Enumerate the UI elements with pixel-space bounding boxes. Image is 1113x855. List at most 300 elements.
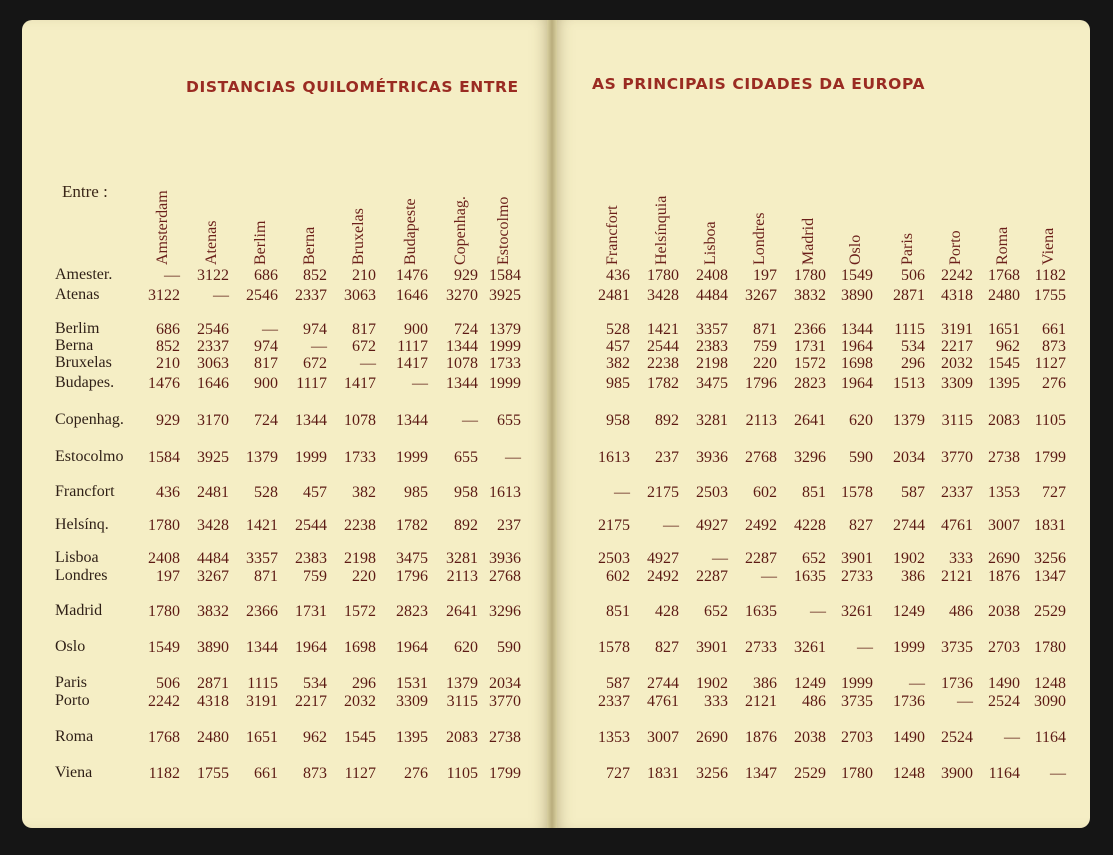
distance-cell: 2768	[489, 568, 521, 585]
distance-cell: 620	[849, 412, 873, 429]
distance-cell: 817	[254, 355, 278, 372]
distance-cell: 333	[949, 550, 973, 567]
distance-cell: 1831	[647, 765, 679, 782]
distance-cell: 2738	[988, 449, 1020, 466]
distance-cell: 3770	[941, 449, 973, 466]
distance-cell: 2032	[344, 693, 376, 710]
distance-cell: 2503	[696, 484, 728, 501]
distance-cell: 2287	[696, 568, 728, 585]
distance-cell: 1635	[794, 568, 826, 585]
distance-cell: 1115	[894, 321, 925, 338]
distance-cell: 1572	[794, 355, 826, 372]
distance-cell: 1572	[344, 603, 376, 620]
distance-cell: 2217	[295, 693, 327, 710]
distance-cell: 2083	[446, 729, 478, 746]
distance-cell: 602	[606, 568, 630, 585]
column-header: Roma	[994, 226, 1011, 265]
distance-cell: 3270	[446, 287, 478, 304]
distance-cell: 3296	[794, 449, 826, 466]
distance-cell: 2546	[197, 321, 229, 338]
distance-cell: 1651	[988, 321, 1020, 338]
distance-cell: 3063	[197, 355, 229, 372]
distance-cell: 4927	[647, 550, 679, 567]
distance-cell: 1344	[295, 412, 327, 429]
distance-cell: 3191	[246, 693, 278, 710]
distance-cell: 3007	[647, 729, 679, 746]
distance-cell: 237	[497, 517, 521, 534]
distance-cell: —	[909, 675, 925, 692]
distance-cell: 2871	[893, 287, 925, 304]
distance-cell: 851	[802, 484, 826, 501]
column-header: Budapeste	[402, 198, 419, 265]
distance-cell: 1379	[893, 412, 925, 429]
distance-cell: 1964	[841, 375, 873, 392]
distance-cell: 3281	[696, 412, 728, 429]
distance-cell: 1698	[841, 355, 873, 372]
row-label: Francfort	[55, 483, 115, 500]
distance-cell: 506	[156, 675, 180, 692]
distance-cell: 2641	[794, 412, 826, 429]
distance-cell: 3357	[246, 550, 278, 567]
distance-cell: 220	[753, 355, 777, 372]
distance-cell: 1782	[647, 375, 679, 392]
distance-cell: 1876	[745, 729, 777, 746]
distance-cell: 892	[655, 412, 679, 429]
distance-cell: 1780	[1034, 639, 1066, 656]
distance-cell: 1999	[295, 449, 327, 466]
distance-cell: 1999	[489, 375, 521, 392]
distance-cell: 827	[655, 639, 679, 656]
distance-cell: —	[311, 338, 327, 355]
distance-cell: 655	[454, 449, 478, 466]
distance-cell: 528	[606, 321, 630, 338]
distance-cell: 3936	[489, 550, 521, 567]
distance-cell: 1964	[295, 639, 327, 656]
distance-cell: —	[213, 287, 229, 304]
distance-cell: 2738	[489, 729, 521, 746]
distance-cell: 1344	[446, 375, 478, 392]
distance-cell: 3115	[446, 693, 478, 710]
distance-cell: 296	[352, 675, 376, 692]
distance-cell: 386	[901, 568, 925, 585]
distance-cell: 2529	[1034, 603, 1066, 620]
distance-cell: 587	[901, 484, 925, 501]
distance-cell: —	[164, 267, 180, 284]
distance-cell: 900	[254, 375, 278, 392]
distance-cell: 1344	[246, 639, 278, 656]
distance-cell: 672	[303, 355, 327, 372]
distance-cell: 1768	[988, 267, 1020, 284]
column-header: Londres	[751, 212, 768, 265]
distance-cell: 1549	[148, 639, 180, 656]
distance-cell: 1796	[396, 568, 428, 585]
distance-cell: 534	[901, 338, 925, 355]
distance-cell: —	[810, 603, 826, 620]
distance-cell: 2481	[197, 484, 229, 501]
distance-cell: 3735	[841, 693, 873, 710]
distance-cell: 457	[303, 484, 327, 501]
distance-cell: 276	[1042, 375, 1066, 392]
distance-cell: 590	[849, 449, 873, 466]
distance-cell: 3900	[941, 765, 973, 782]
distance-cell: 1831	[1034, 517, 1066, 534]
distance-cell: 3296	[489, 603, 521, 620]
distance-cell: 428	[655, 603, 679, 620]
column-header: Amsterdam	[154, 190, 171, 265]
row-label: Berlim	[55, 320, 100, 337]
distance-cell: 1531	[396, 675, 428, 692]
distance-cell: 486	[802, 693, 826, 710]
distance-cell: 2546	[246, 287, 278, 304]
distance-cell: 1780	[148, 603, 180, 620]
distance-cell: 1768	[148, 729, 180, 746]
distance-cell: 1379	[489, 321, 521, 338]
distance-cell: 1344	[396, 412, 428, 429]
distance-cell: 3261	[841, 603, 873, 620]
distance-cell: 1353	[988, 484, 1020, 501]
distance-cell: 1421	[246, 517, 278, 534]
distance-cell: 817	[352, 321, 376, 338]
distance-cell: 2337	[941, 484, 973, 501]
distance-cell: 2175	[647, 484, 679, 501]
distance-cell: 1117	[397, 338, 428, 355]
distance-cell: 3063	[344, 287, 376, 304]
distance-cell: 1964	[396, 639, 428, 656]
distance-cell: 1736	[893, 693, 925, 710]
column-header: Francfort	[604, 205, 621, 265]
distance-cell: —	[712, 550, 728, 567]
column-header: Viena	[1040, 227, 1057, 265]
distance-cell: 210	[156, 355, 180, 372]
distance-cell: 1127	[1034, 355, 1066, 372]
distance-cell: 2287	[745, 550, 777, 567]
distance-cell: 2175	[598, 517, 630, 534]
distance-cell: 892	[454, 517, 478, 534]
column-header: Lisboa	[702, 221, 719, 265]
distance-cell: 3122	[197, 267, 229, 284]
distance-cell: 2744	[893, 517, 925, 534]
distance-cell: 2038	[794, 729, 826, 746]
row-label: Amester.	[55, 266, 113, 283]
distance-cell: 2113	[446, 568, 478, 585]
distance-cell: 672	[352, 338, 376, 355]
distance-cell: 1182	[148, 765, 180, 782]
distance-cell: —	[1004, 729, 1020, 746]
distance-cell: 1613	[489, 484, 521, 501]
distance-cell: 3890	[841, 287, 873, 304]
distance-cell: 2544	[295, 517, 327, 534]
distance-cell: 655	[497, 412, 521, 429]
distance-cell: 3191	[941, 321, 973, 338]
row-label: Atenas	[55, 286, 100, 303]
distance-cell: 900	[404, 321, 428, 338]
distance-cell: —	[663, 517, 679, 534]
distance-cell: 1347	[745, 765, 777, 782]
distance-cell: 985	[606, 375, 630, 392]
distance-cell: 2480	[988, 287, 1020, 304]
distance-cell: 1476	[396, 267, 428, 284]
distance-cell: 3428	[647, 287, 679, 304]
distance-cell: 1755	[197, 765, 229, 782]
distance-cell: 2641	[446, 603, 478, 620]
distance-cell: 3925	[197, 449, 229, 466]
distance-cell: 2480	[197, 729, 229, 746]
distance-cell: 1545	[988, 355, 1020, 372]
column-header: Porto	[947, 230, 964, 265]
distance-cell: 3901	[841, 550, 873, 567]
distance-cell: 962	[996, 338, 1020, 355]
row-label: Estocolmo	[55, 448, 124, 465]
distance-cell: 1780	[647, 267, 679, 284]
distance-cell: 3090	[1034, 693, 1066, 710]
distance-cell: 2337	[197, 338, 229, 355]
distance-cell: —	[412, 375, 428, 392]
distance-cell: 1490	[893, 729, 925, 746]
distance-cell: 3890	[197, 639, 229, 656]
distance-cell: 1353	[598, 729, 630, 746]
distance-cell: 958	[606, 412, 630, 429]
distance-cell: 3901	[696, 639, 728, 656]
distance-cell: 2242	[148, 693, 180, 710]
distance-cell: 1248	[893, 765, 925, 782]
distance-cell: —	[957, 693, 973, 710]
distance-cell: 2408	[148, 550, 180, 567]
distance-cell: 1105	[446, 765, 478, 782]
corner-label: Entre :	[62, 182, 108, 201]
distance-cell: 4228	[794, 517, 826, 534]
distance-cell: —	[360, 355, 376, 372]
distance-cell: 2034	[893, 449, 925, 466]
distance-cell: 3267	[197, 568, 229, 585]
distance-cell: —	[505, 449, 521, 466]
column-header: Oslo	[847, 234, 864, 265]
distance-cell: 3357	[696, 321, 728, 338]
distance-cell: 4927	[696, 517, 728, 534]
distance-cell: 1164	[1034, 729, 1066, 746]
distance-cell: 1545	[344, 729, 376, 746]
distance-cell: 2121	[941, 568, 973, 585]
distance-cell: 2823	[794, 375, 826, 392]
distance-cell: 652	[704, 603, 728, 620]
distance-cell: 1964	[841, 338, 873, 355]
distance-cell: 1651	[246, 729, 278, 746]
distance-cell: 2408	[696, 267, 728, 284]
distance-cell: 1513	[893, 375, 925, 392]
distance-cell: 652	[802, 550, 826, 567]
distance-cell: 2238	[344, 517, 376, 534]
distance-cell: —	[857, 639, 873, 656]
distance-cell: 1578	[598, 639, 630, 656]
heading-right: AS PRINCIPAIS CIDADES DA EUROPA	[592, 75, 926, 93]
distance-cell: 2768	[745, 449, 777, 466]
row-label: Viena	[55, 764, 93, 781]
distance-cell: 1490	[988, 675, 1020, 692]
distance-cell: 2703	[841, 729, 873, 746]
distance-cell: 220	[352, 568, 376, 585]
distance-cell: 2242	[941, 267, 973, 284]
distance-cell: 851	[606, 603, 630, 620]
distance-cell: 2337	[598, 693, 630, 710]
distance-cell: 958	[454, 484, 478, 501]
column-header: Copenhag.	[452, 196, 469, 265]
distance-cell: 1731	[295, 603, 327, 620]
distance-cell: 1646	[197, 375, 229, 392]
distance-cell: 3770	[489, 693, 521, 710]
distance-cell: 1421	[647, 321, 679, 338]
distance-cell: 2524	[988, 693, 1020, 710]
row-label: Lisboa	[55, 549, 99, 566]
distance-cell: 1248	[1034, 675, 1066, 692]
distance-cell: 871	[254, 568, 278, 585]
distance-cell: 2744	[647, 675, 679, 692]
column-header: Paris	[899, 233, 916, 265]
distance-cell: 727	[1042, 484, 1066, 501]
distance-cell: 1249	[794, 675, 826, 692]
distance-cell: 3007	[988, 517, 1020, 534]
distance-cell: 2217	[941, 338, 973, 355]
distance-cell: 1549	[841, 267, 873, 284]
distance-cell: 2492	[745, 517, 777, 534]
distance-cell: 1584	[148, 449, 180, 466]
distance-cell: 590	[497, 639, 521, 656]
distance-cell: 4318	[941, 287, 973, 304]
distance-cell: 852	[156, 338, 180, 355]
row-label: Roma	[55, 728, 94, 745]
distance-cell: 1796	[745, 375, 777, 392]
distance-cell: 2529	[794, 765, 826, 782]
distance-cell: 3475	[696, 375, 728, 392]
distance-cell: 1105	[1034, 412, 1066, 429]
distance-cell: 871	[753, 321, 777, 338]
distance-cell: 2703	[988, 639, 1020, 656]
distance-cell: 2733	[745, 639, 777, 656]
distance-cell: —	[614, 484, 630, 501]
distance-cell: 1115	[247, 675, 278, 692]
distance-cell: 620	[454, 639, 478, 656]
distance-cell: 386	[753, 675, 777, 692]
distance-cell: 4761	[647, 693, 679, 710]
row-label: Bruxelas	[55, 354, 112, 371]
distance-cell: 1182	[1034, 267, 1066, 284]
distance-cell: 724	[454, 321, 478, 338]
distance-cell: 2366	[246, 603, 278, 620]
distance-cell: 1584	[489, 267, 521, 284]
distance-cell: 686	[254, 267, 278, 284]
row-label: Helsínq.	[55, 516, 109, 533]
distance-cell: 2690	[988, 550, 1020, 567]
row-label: Berna	[55, 337, 94, 354]
distance-cell: 1999	[841, 675, 873, 692]
distance-cell: 2198	[344, 550, 376, 567]
distance-cell: 2034	[489, 675, 521, 692]
column-header: Berlim	[252, 220, 269, 265]
distance-cell: 197	[753, 267, 777, 284]
distance-cell: 1078	[446, 355, 478, 372]
distance-cell: 2032	[941, 355, 973, 372]
distance-cell: 1395	[988, 375, 1020, 392]
distance-cell: 534	[303, 675, 327, 692]
distance-cell: 2524	[941, 729, 973, 746]
distance-cell: 759	[303, 568, 327, 585]
distance-cell: 2544	[647, 338, 679, 355]
distance-cell: 873	[1042, 338, 1066, 355]
column-header: Bruxelas	[350, 208, 367, 265]
distance-cell: 1476	[148, 375, 180, 392]
column-header: Berna	[301, 226, 318, 265]
distance-cell: 382	[352, 484, 376, 501]
column-header: Madrid	[800, 217, 817, 265]
distance-cell: 1078	[344, 412, 376, 429]
distance-cell: 602	[753, 484, 777, 501]
distance-cell: 1799	[489, 765, 521, 782]
distance-cell: 3475	[396, 550, 428, 567]
distance-cell: 1733	[344, 449, 376, 466]
distance-cell: 2871	[197, 675, 229, 692]
distance-cell: 1249	[893, 603, 925, 620]
distance-cell: 1755	[1034, 287, 1066, 304]
distance-cell: 985	[404, 484, 428, 501]
distance-cell: 852	[303, 267, 327, 284]
distance-cell: 3256	[696, 765, 728, 782]
distance-cell: 2113	[745, 412, 777, 429]
distance-cell: 1347	[1034, 568, 1066, 585]
distance-cell: 974	[303, 321, 327, 338]
distance-cell: 3281	[446, 550, 478, 567]
distance-cell: 3309	[941, 375, 973, 392]
distance-cell: 661	[1042, 321, 1066, 338]
distance-cell: 1127	[344, 765, 376, 782]
distance-cell: 962	[303, 729, 327, 746]
distance-cell: 2238	[647, 355, 679, 372]
distance-cell: 528	[254, 484, 278, 501]
distance-cell: 759	[753, 338, 777, 355]
distance-cell: 1578	[841, 484, 873, 501]
row-label: Madrid	[55, 602, 103, 619]
distance-cell: 727	[606, 765, 630, 782]
distance-cell: 1782	[396, 517, 428, 534]
distance-cell: 276	[404, 765, 428, 782]
book-spine	[547, 20, 557, 828]
distance-cell: 1344	[446, 338, 478, 355]
distance-cell: 4484	[197, 550, 229, 567]
distance-cell: —	[262, 321, 278, 338]
distance-cell: 1613	[598, 449, 630, 466]
distance-cell: 974	[254, 338, 278, 355]
distance-cell: 333	[704, 693, 728, 710]
distance-cell: 436	[156, 484, 180, 501]
distance-cell: 686	[156, 321, 180, 338]
distance-cell: 2383	[295, 550, 327, 567]
distance-cell: 1999	[396, 449, 428, 466]
distance-cell: 486	[949, 603, 973, 620]
column-header: Estocolmo	[495, 196, 512, 265]
distance-cell: 3832	[197, 603, 229, 620]
distance-cell: 237	[655, 449, 679, 466]
row-label: Oslo	[55, 638, 86, 655]
distance-cell: 2492	[647, 568, 679, 585]
distance-cell: 1999	[489, 338, 521, 355]
distance-cell: 2083	[988, 412, 1020, 429]
column-header: Atenas	[203, 220, 220, 265]
distance-cell: 210	[352, 267, 376, 284]
distance-cell: 1799	[1034, 449, 1066, 466]
distance-cell: 1417	[344, 375, 376, 392]
distance-cell: 2038	[988, 603, 1020, 620]
distance-cell: 3428	[197, 517, 229, 534]
distance-cell: 1999	[893, 639, 925, 656]
distance-cell: 3925	[489, 287, 521, 304]
distance-cell: 4761	[941, 517, 973, 534]
